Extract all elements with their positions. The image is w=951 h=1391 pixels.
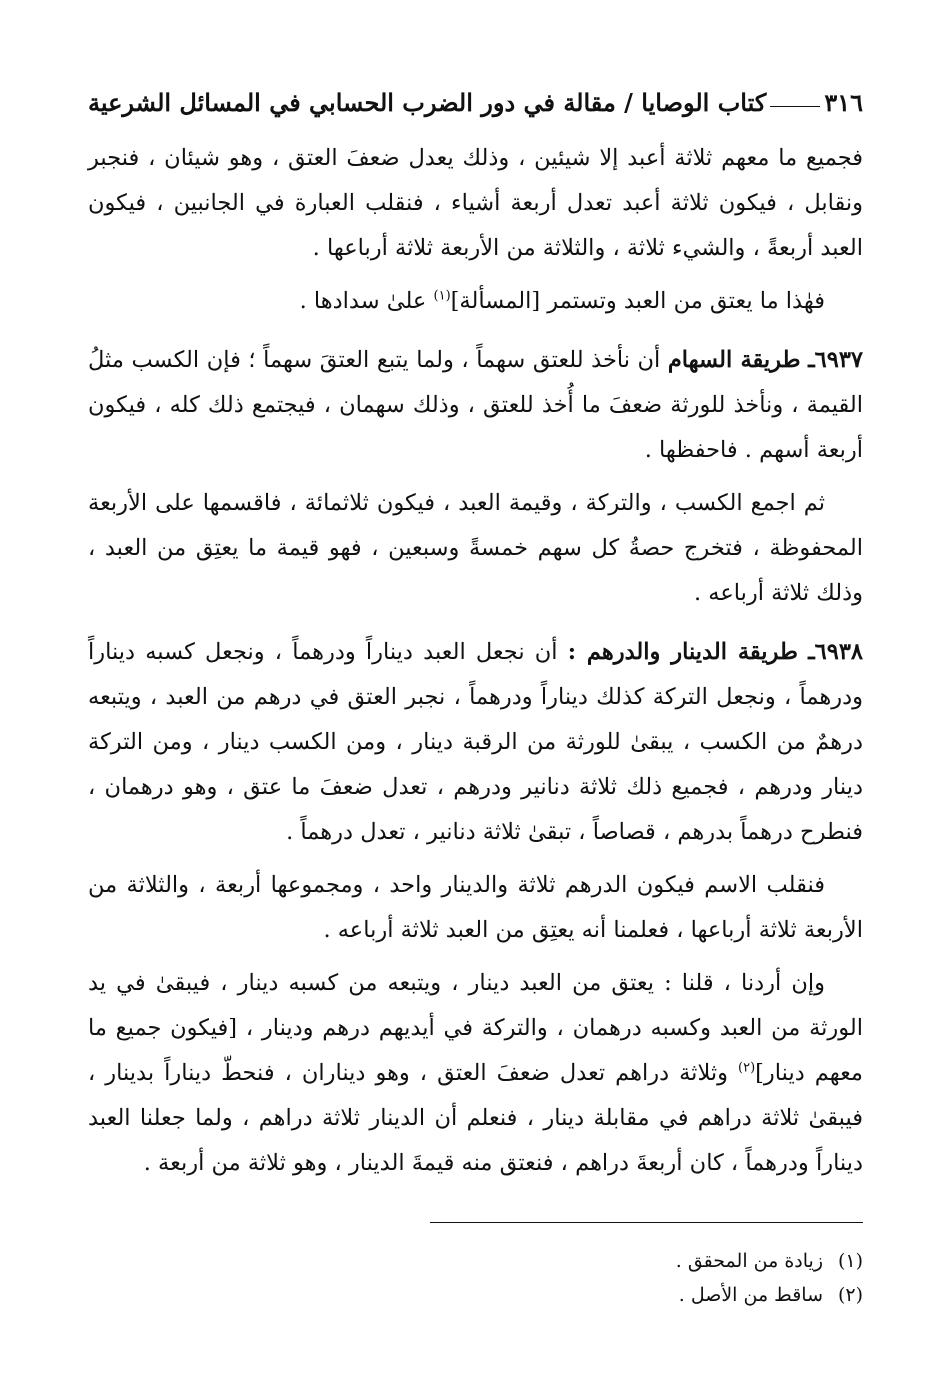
- paragraph-7-text-b: وثلاثة دراهم تعدل ضعفَ العتق ، وهو ديناران ، فنحطّ ديناراً بدينار ، فيبقىٰ ثلاثة دراهم في مقابلة دينار ، فنعلم أن الدينار ثلاثة دراهم ، ولما جعلنا العبد ديناراً ودرهماً ، كان أربعةَ دراهم ، فنعتق منه قيمةَ الدينار ، وهو ثلاثة من أربعة .: [88, 1060, 863, 1176]
- running-title: كتاب الوصايا / مقالة في دور الضرب الحسابي في المسائل الشرعية: [88, 87, 767, 117]
- footnote-text-2: ساقط من الأصل .: [678, 1284, 823, 1306]
- section-6938: [88, 630, 863, 855]
- paragraph-2-text-a: فهٰذا ما يعتق من العبد وتستمر [المسألة]: [450, 288, 825, 314]
- running-header: [88, 80, 863, 124]
- section-number-6938: ٦٩٣٨ـ: [808, 639, 863, 665]
- section-text-6937: أن نأخذ للعتق سهماً ، ولما يتبع العتقَ سهماً ؛ فإن الكسب مثلُ القيمة ، ونأخذ للورثة ضعفَ ما أُخذ للعتق ، وذلك سهمان ، فيجتمع ذلك كله ، فيكون أربعة أسهم . فاحفظها .: [88, 347, 863, 463]
- section-text-6938: أن نجعل العبد ديناراً ودرهماً ، ونجعل كسبه ديناراً ودرهماً ، ونجعل التركة كذلك ديناراً ودرهماً ، نجبر العتق في درهم من العبد ، ويتبعه درهمٌ من الكسب ، يبقىٰ للورثة من الرقبة دينار ، ومن الكسب دينار ، ومن التركة دينار ودرهم ، فجميع ذلك ثلاثة دنانير ودرهم ، تعدل ضعفَ ما عتق ، وهو درهمان ، فنطرح درهماً بدرهم ، قصاصاً ، تبقىٰ ثلاثة دنانير ، تعدل درهماً .: [88, 639, 863, 845]
- page-number: ٣١٦: [824, 87, 863, 117]
- paragraph-1: فجميع ما معهم ثلاثة أعبد إلا شيئين ، وذلك يعدل ضعفَ العتق ، وهو شيئان ، فنجبر ونقابل ، فيكون ثلاثة أعبد تعدل أربعة أشياء ، فنقلب العبارة في الجانبين ، فيكون العبد أربعةً ، والشيء ثلاثة ، والثلاثة من الأربعة ثلاثة أرباعها .: [88, 145, 863, 261]
- paragraph-4: ثم اجمع الكسب ، والتركة ، وقيمة العبد ، فيكون ثلاثمائة ، فاقسمها على الأربعة المحفوظة ، فتخرج حصةُ كل سهم خمسةً وسبعين ، فهو قيمة ما يعتِق من العبد ، وذلك ثلاثة أرباعه .: [88, 490, 863, 606]
- footnote-mark-2: (٢): [837, 1284, 863, 1306]
- footnote-ref-1: (١): [433, 288, 451, 304]
- paragraph-7: [88, 961, 863, 1186]
- footnote-separator: [430, 1222, 863, 1223]
- paragraph-7-text-a: وإن أردنا ، قلنا : يعتق من العبد دينار ، ويتبعه من كسبه دينار ، فيبقىٰ في يد الورثة من العبد وكسبه درهمان ، والتركة في أيديهم درهم ودينار ، [فيكون جميع ما معهم دينار]: [88, 970, 863, 1086]
- section-title-6938: طريقة الدينار والدرهم :: [567, 639, 798, 665]
- footnote-mark-1: (١): [837, 1250, 863, 1272]
- section-6937: [88, 338, 863, 473]
- section-number-6937: ٦٩٣٧ـ: [808, 347, 864, 373]
- footnote-ref-2: (٢): [738, 1060, 756, 1076]
- header-rule: [770, 106, 820, 107]
- footnote-1: [88, 1244, 863, 1278]
- paragraph-2: [88, 279, 863, 324]
- footnotes: [88, 1244, 863, 1312]
- footnote-2: [88, 1278, 863, 1312]
- section-title-6937: طريقة السهام: [667, 347, 801, 373]
- paragraph-2-text-b: علىٰ سدادها .: [299, 288, 434, 314]
- paragraph-6: فنقلب الاسم فيكون الدرهم ثلاثة والدينار واحد ، ومجموعها أربعة ، والثلاثة من الأربعة ثلاثة أرباعها ، فعلمنا أنه يعتِق من العبد ثلاثة أرباعه .: [88, 872, 863, 943]
- page-body: [88, 136, 863, 1194]
- footnote-text-1: زيادة من المحقق .: [675, 1250, 823, 1272]
